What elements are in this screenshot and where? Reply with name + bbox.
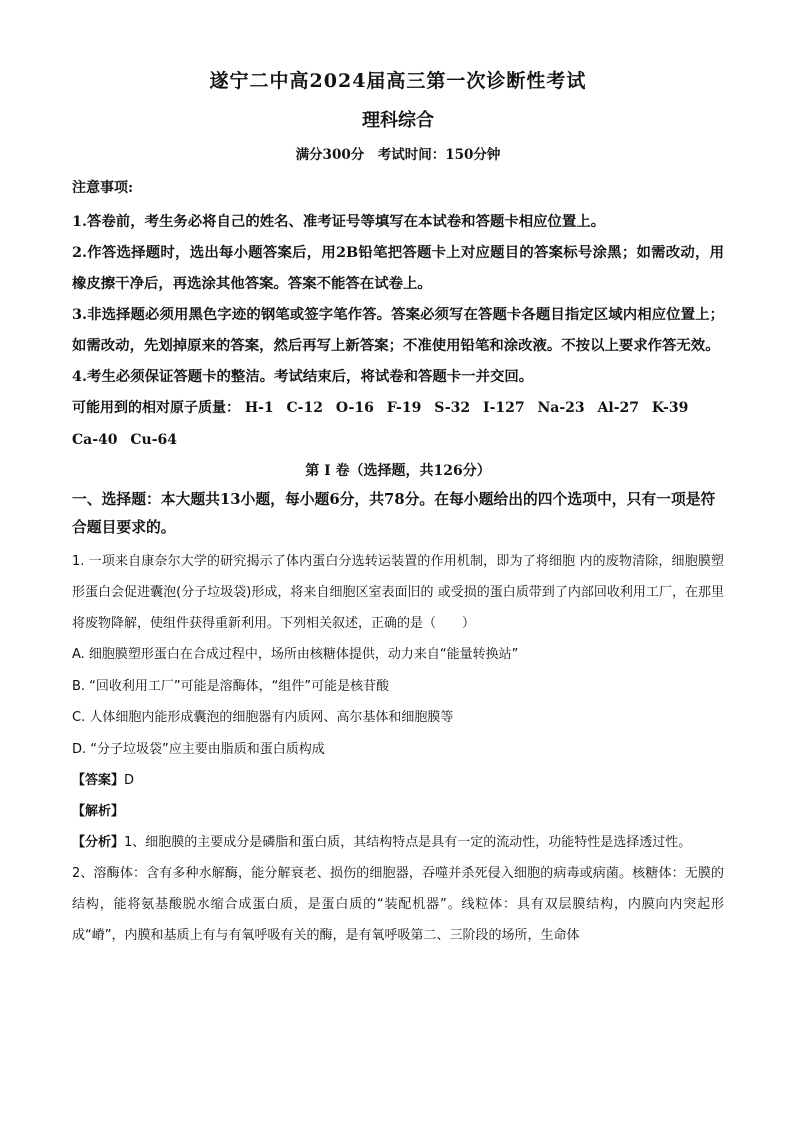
- atomic-masses: [72, 392, 724, 456]
- volume-heading: 第 I 卷（选择题，共126分）: [305, 463, 491, 479]
- atom-f: F-19: [386, 400, 422, 416]
- question-1-stem: 1. 一项来自康奈尔大学的研究揭示了体内蛋白分选转运装置的作用机制，即为了将细胞 内的废物清除，细胞膜塑形蛋白会促进囊泡(分子垃圾袋)形成，将来自细胞区室表面旧的 或受损的蛋白质带到了内部回收利用工厂，在那里将废物降解，使组件获得重新利用。下列相关叙述，正确的是（ ）: [72, 554, 724, 631]
- atom-i: I-127: [483, 400, 525, 416]
- analysis-line: [72, 796, 724, 827]
- answer-label: 【答案】: [72, 773, 125, 788]
- atomic-masses-label: 可能用到的相对原子质量：: [72, 400, 240, 416]
- notice-item-3: 3.非选择题必须用黑色字迹的钢笔或签字笔作答。答案必须写在答题卡各题目指定区域内相应位置上；如需改动，先划掉原来的答案，然后再写上新答案；不准使用铅笔和涂改液。不按以上要求作答无效。: [72, 306, 724, 354]
- analysis-text-1: 1、细胞膜的主要成分是磷脂和蛋白质，其结构特点是具有一定的流动性，功能特性是选择透过性。: [124, 835, 692, 850]
- section-1-heading: 一、选择题：本大题共13小题，每小题6分，共78分。在每小题给出的四个选项中，只有一项是符合题目要求的。: [72, 491, 716, 536]
- atom-ca: Ca-40: [72, 432, 118, 448]
- notice-item-2: 2.作答选择题时，选出每小题答案后，用2B铅笔把答题卡上对应题目的答案标号涂黑；如需改动，用橡皮擦干净后，再选涂其他答案。答案不能答在试卷上。: [72, 244, 724, 292]
- analysis-label: 【解析】: [72, 804, 125, 819]
- atom-al: Al-27: [597, 400, 640, 416]
- notice-heading: 注意事项:: [72, 180, 134, 196]
- answer-line: [72, 765, 724, 796]
- fenxi-label: 【分析】: [72, 835, 125, 850]
- atom-s: S-32: [434, 400, 471, 416]
- question-1-option-d: D. “分子垃圾袋”应主要由脂质和蛋白质构成: [72, 741, 325, 757]
- exam-meta: 满分300分 考试时间：150分钟: [295, 147, 501, 163]
- atom-h: H-1: [244, 400, 274, 416]
- exam-page: [72, 66, 724, 951]
- atom-cu: Cu-64: [130, 432, 178, 448]
- analysis-paragraph-2: 2、溶酶体：含有多种水解酶，能分解衰老、损伤的细胞器，吞噬并杀死侵入细胞的病毒或病菌。核糖体：无膜的结构，能将氨基酸脱水缩合成蛋白质，是蛋白质的“装配机器”。线粒体：具有双层膜结构，内膜向内突起形成“嵴”，内膜和基质上有与有氧呼吸有关的酶，是有氧呼吸第二、三阶段的场所，生命体: [72, 866, 724, 943]
- question-1-option-a: A. 细胞膜塑形蛋白在合成过程中，场所由核糖体提供，动力来自“能量转换站”: [72, 647, 519, 662]
- notice-item-1: 1.答卷前，考生务必将自己的姓名、准考证号等填写在本试卷和答题卡相应位置上。: [72, 213, 606, 230]
- answer-value: D: [124, 773, 135, 788]
- atom-c: C-12: [286, 400, 323, 416]
- atom-k: K-39: [651, 400, 689, 416]
- question-1-option-b: B. “回收利用工厂”可能是溶酶体，“组件”可能是核苷酸: [72, 678, 390, 694]
- notice-item-4: 4.考生必须保证答题卡的整洁。考试结束后，将试卷和答题卡一并交回。: [72, 368, 534, 385]
- atom-o: O-16: [335, 400, 374, 416]
- analysis-paragraph-1: [72, 827, 724, 858]
- exam-title: 遂宁二中高2024届高三第一次诊断性考试: [209, 70, 587, 92]
- atom-na: Na-23: [537, 400, 585, 416]
- exam-subtitle: 理科综合: [362, 110, 434, 131]
- question-1-option-c: C. 人体细胞内能形成囊泡的细胞器有内质网、高尔基体和细胞膜等: [72, 710, 454, 725]
